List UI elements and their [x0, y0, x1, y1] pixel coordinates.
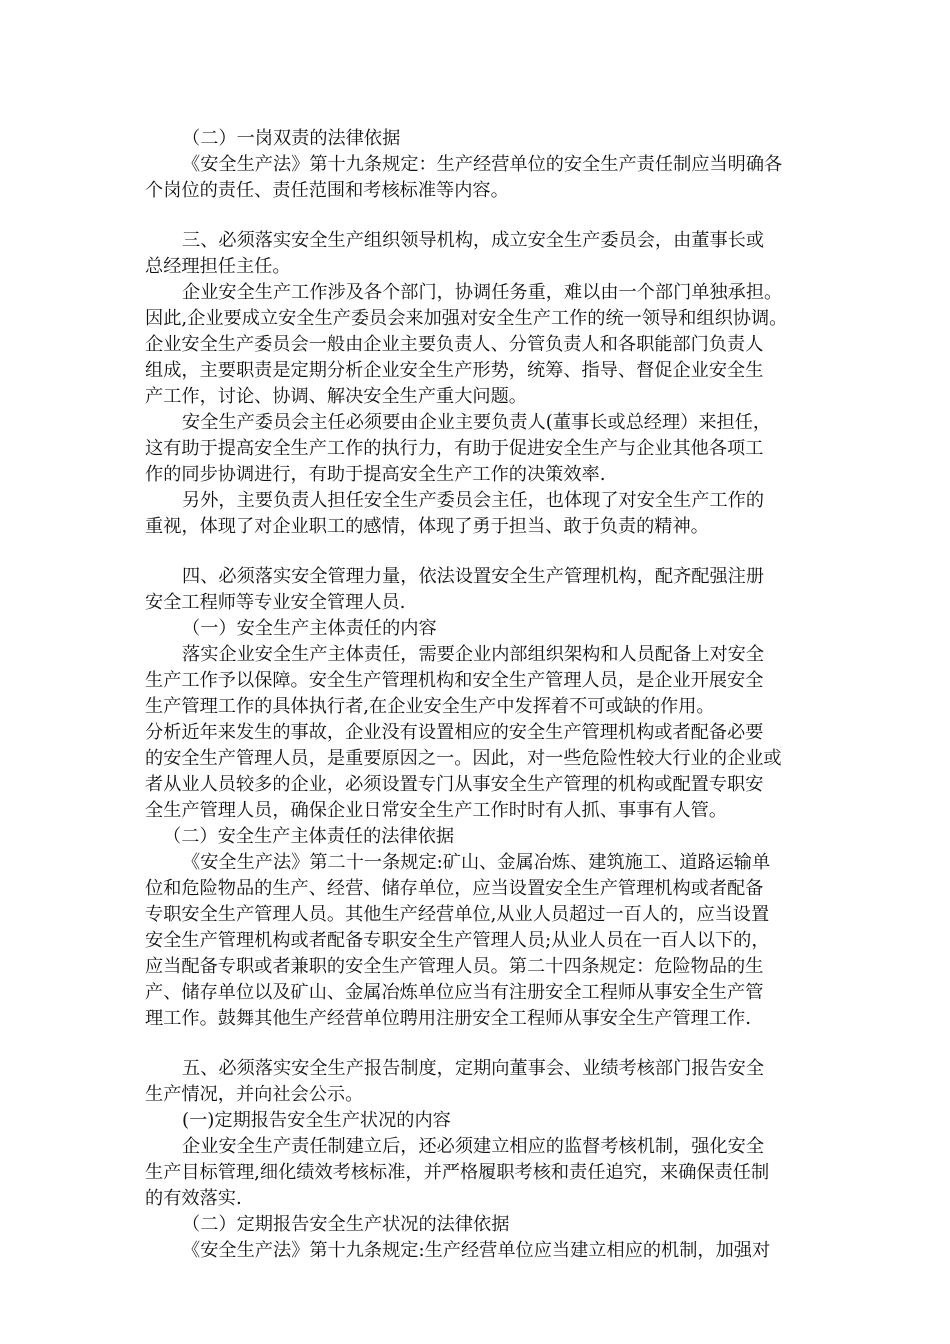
paragraph-line: 专职安全生产管理人员。其他生产经营单位,从业人员超过一百人的，应当设置: [145, 904, 770, 925]
paragraph-line: 安全生产委员会主任必须要由企业主要负责人(董事长或总经理）来担任，: [182, 412, 772, 433]
section-heading: 总经理担任主任。: [145, 256, 291, 277]
paragraph-line: 落实企业安全生产主体责任，需要企业内部组织架构和人员配备上对安全: [182, 644, 765, 665]
paragraph-line: 者从业人员较多的企业，必须设置专门从事安全生产管理的机构或配置专职安: [145, 774, 764, 795]
paragraph-line: 企业安全生产责任制建立后，还必须建立相应的监督考核机制，强化安全: [182, 1136, 765, 1157]
paragraph-line: 的安全生产管理人员，是重要原因之一。因此，对一些危险性较大行业的企业或: [145, 748, 782, 769]
paragraph-line: 产工作，讨论、协调、解决安全生产重大问题。: [145, 386, 527, 407]
section-heading: 生产情况，并向社会公示。: [145, 1084, 364, 1105]
paragraph-line: 位和危险物品的生产、经营、储存单位，应当设置安全生产管理机构或者配备: [145, 878, 764, 899]
subsection-heading: （二）安全生产主体责任的法律依据: [163, 826, 455, 847]
paragraph-line: 应当配备专职或者兼职的安全生产管理人员。第二十四条规定：危险物品的生: [145, 956, 764, 977]
paragraph-line: 作的同步协调进行，有助于提高安全生产工作的决策效率.: [145, 464, 606, 485]
subsection-heading: (一)定期报告安全生产状况的内容: [182, 1110, 451, 1131]
section-heading: 安全工程师等专业安全管理人员.: [145, 592, 406, 613]
paragraph-line: 企业安全生产委员会一般由企业主要负责人、分管负责人和各职能部门负责人: [145, 334, 764, 355]
paragraph-line: 《安全生产法》第二十一条规定:矿山、金属冶炼、建筑施工、道路运输单: [182, 852, 771, 873]
paragraph-line: 的有效落实.: [145, 1188, 242, 1209]
paragraph-line: 全生产管理人员，确保企业日常安全生产工作时时有人抓、事事有人管。: [145, 800, 728, 821]
paragraph-line: 组成，主要职责是定期分析企业安全生产形势，统筹、指导、督促企业安全生: [145, 360, 764, 381]
paragraph-line: 安全生产管理机构或者配备专职安全生产管理人员;从业人员在一百人以下的，: [145, 930, 770, 951]
paragraph-line: 《安全生产法》第十九条规定：生产经营单位的安全生产责任制应当明确各: [182, 154, 783, 175]
section-heading: 四、必须落实安全管理力量，依法设置安全生产管理机构，配齐配强注册: [182, 566, 765, 587]
paragraph-line: 生产目标管理,细化绩效考核标准，并严格履职考核和责任追究，来确保责任制: [145, 1162, 770, 1183]
paragraph-line: 个岗位的责任、责任范围和考核标准等内容。: [145, 180, 509, 201]
subsection-heading: （二）一岗双责的法律依据: [182, 128, 401, 149]
paragraph-line: 产、储存单位以及矿山、金属冶炼单位应当有注册安全工程师从事安全生产管: [145, 982, 764, 1003]
paragraph-line: 分析近年来发生的事故，企业没有设置相应的安全生产管理机构或者配备必要: [145, 722, 764, 743]
paragraph-line: 《安全生产法》第十九条规定:生产经营单位应当建立相应的机制，加强对: [182, 1240, 771, 1261]
paragraph-line: 重视，体现了对企业职工的感情，体现了勇于担当、敢于负责的精神。: [145, 516, 709, 537]
paragraph-line: 企业安全生产工作涉及各个部门，协调任务重，难以由一个部门单独承担。: [182, 282, 783, 303]
paragraph-line: 生产管理工作的具体执行者,在企业安全生产中发挥着不可或缺的作用。: [145, 696, 715, 717]
section-heading: 五、必须落实安全生产报告制度，定期向董事会、业绩考核部门报告安全: [182, 1058, 765, 1079]
paragraph-line: 理工作。鼓舞其他生产经营单位聘用注册安全工程师从事安全生产管理工作.: [145, 1008, 751, 1029]
section-heading: 三、必须落实安全生产组织领导机构，成立安全生产委员会，由董事长或: [182, 230, 765, 251]
subsection-heading: （一）安全生产主体责任的内容: [182, 618, 437, 639]
paragraph-line: 这有助于提高安全生产工作的执行力，有助于促进安全生产与企业其他各项工: [145, 438, 764, 459]
subsection-heading: （二）定期报告安全生产状况的法律依据: [182, 1214, 510, 1235]
paragraph-line: 另外，主要负责人担任安全生产委员会主任，也体现了对安全生产工作的: [182, 490, 765, 511]
paragraph-line: 因此,企业要成立安全生产委员会来加强对安全生产工作的统一领导和组织协调。: [145, 308, 788, 329]
paragraph-line: 生产工作予以保障。安全生产管理机构和安全生产管理人员，是企业开展安全: [145, 670, 764, 691]
